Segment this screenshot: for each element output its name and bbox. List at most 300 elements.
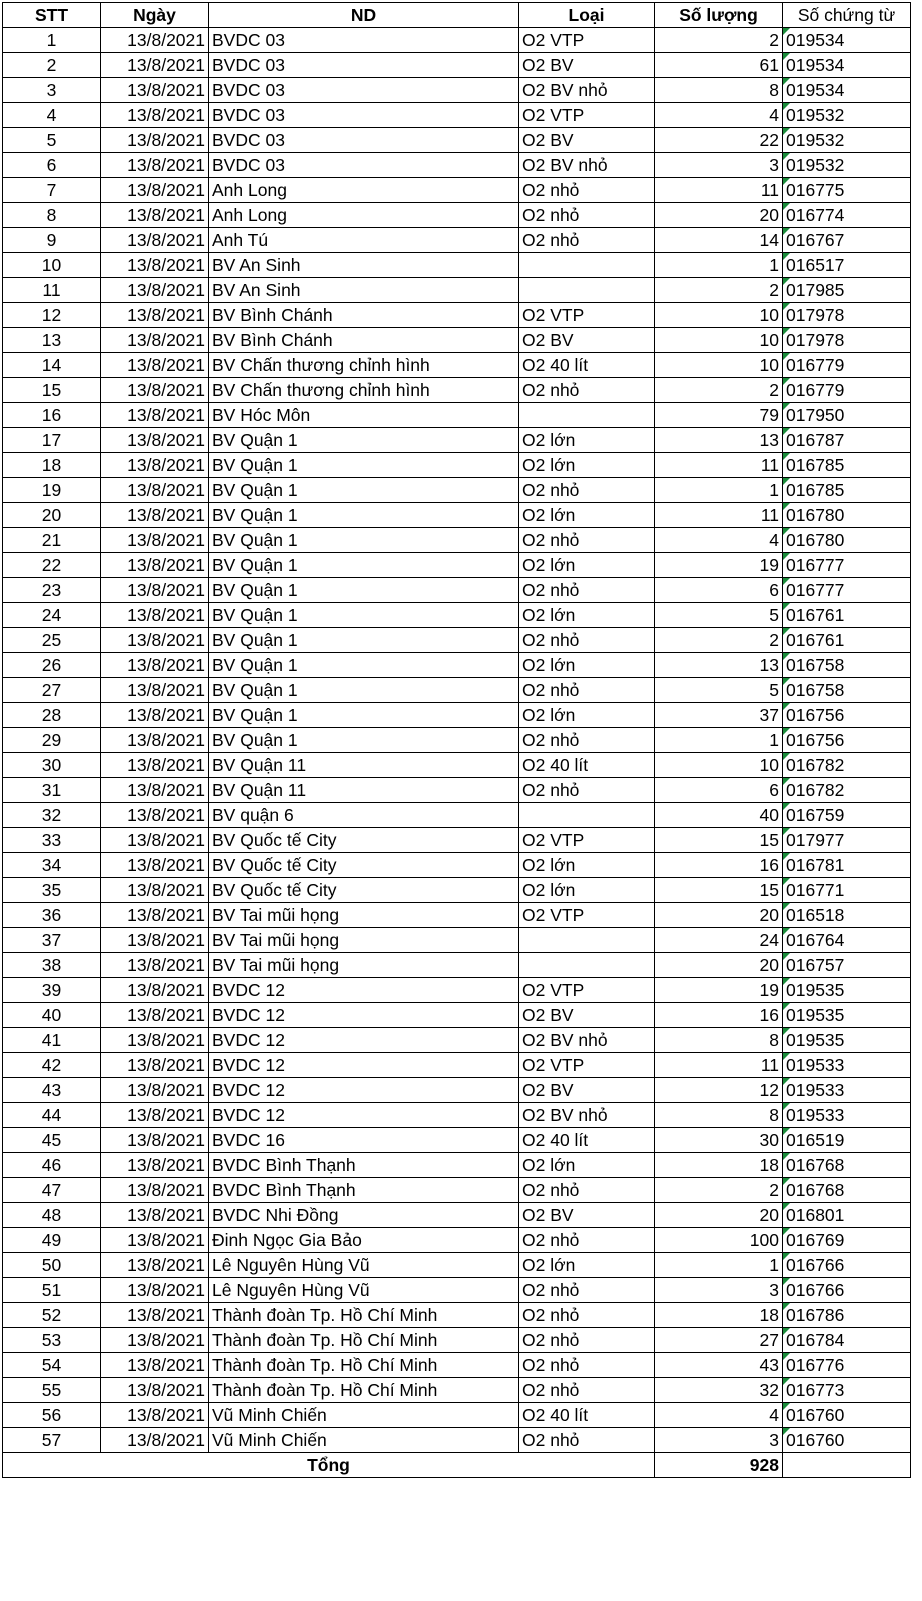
table-row [3,303,911,328]
total-so-luong: 928 [655,1453,783,1478]
cell-stt: 55 [3,1378,101,1403]
cell-nd: BV Tai mũi họng [209,953,519,978]
cell-loai: O2 nhỏ [519,1228,655,1253]
table-row [3,128,911,153]
cell-nd: BVDC 03 [209,28,519,53]
cell-ngay: 13/8/2021 [101,478,209,503]
cell-so-chung-tu-value: 016782 [786,755,845,775]
cell-so-chung-tu-value: 016519 [786,1130,845,1150]
cell-nd: Lê Nguyên Hùng Vũ [209,1278,519,1303]
total-label: Tổng [3,1453,655,1478]
text-number-indicator-icon [783,803,790,810]
cell-so-luong: 11 [655,1053,783,1078]
cell-so-chung-tu-value: 016775 [786,180,845,200]
text-number-indicator-icon [783,753,790,760]
text-number-indicator-icon [783,1078,790,1085]
cell-loai: O2 nhỏ [519,378,655,403]
cell-stt: 15 [3,378,101,403]
cell-loai: O2 nhỏ [519,203,655,228]
cell-nd: Vũ Minh Chiến [209,1403,519,1428]
table-row [3,28,911,53]
cell-so-chung-tu-value: 016777 [786,580,845,600]
text-number-indicator-icon [783,828,790,835]
cell-so-luong: 15 [655,878,783,903]
cell-loai: O2 nhỏ [519,778,655,803]
cell-so-luong: 8 [655,1028,783,1053]
cell-so-chung-tu [783,453,911,478]
text-number-indicator-icon [783,1228,790,1235]
cell-loai [519,803,655,828]
cell-loai: O2 BV nhỏ [519,153,655,178]
cell-ngay: 13/8/2021 [101,1428,209,1453]
cell-so-chung-tu [783,1253,911,1278]
cell-stt: 32 [3,803,101,828]
cell-so-luong: 19 [655,553,783,578]
cell-so-luong: 37 [655,703,783,728]
cell-ngay: 13/8/2021 [101,353,209,378]
cell-nd: Thành đoàn Tp. Hồ Chí Minh [209,1378,519,1403]
table-row [3,253,911,278]
table-row [3,203,911,228]
table-row [3,228,911,253]
cell-so-chung-tu [783,1178,911,1203]
cell-ngay: 13/8/2021 [101,103,209,128]
cell-so-chung-tu-value: 016758 [786,680,845,700]
cell-loai: O2 nhỏ [519,1353,655,1378]
cell-ngay: 13/8/2021 [101,803,209,828]
text-number-indicator-icon [783,378,790,385]
table-row [3,703,911,728]
cell-so-chung-tu-value: 019534 [786,80,845,100]
cell-so-luong: 20 [655,953,783,978]
cell-nd: BV Quận 1 [209,578,519,603]
cell-ngay: 13/8/2021 [101,328,209,353]
cell-nd: BV Tai mũi họng [209,903,519,928]
table-row [3,828,911,853]
cell-nd: BV Tai mũi họng [209,928,519,953]
cell-ngay: 13/8/2021 [101,53,209,78]
cell-loai: O2 VTP [519,103,655,128]
cell-so-luong: 4 [655,1403,783,1428]
cell-so-chung-tu [783,478,911,503]
cell-loai: O2 nhỏ [519,1303,655,1328]
cell-ngay: 13/8/2021 [101,828,209,853]
cell-so-luong: 100 [655,1228,783,1253]
cell-stt: 51 [3,1278,101,1303]
cell-loai: O2 VTP [519,903,655,928]
cell-so-chung-tu-value: 016518 [786,905,845,925]
cell-so-chung-tu-value: 016773 [786,1380,845,1400]
cell-so-chung-tu-value: 017978 [786,330,845,350]
cell-so-chung-tu-value: 016756 [786,730,845,750]
text-number-indicator-icon [783,428,790,435]
cell-nd: BV Hóc Môn [209,403,519,428]
cell-so-chung-tu [783,1003,911,1028]
cell-so-chung-tu [783,1403,911,1428]
cell-nd: Anh Long [209,203,519,228]
cell-nd: BVDC 03 [209,153,519,178]
table-row [3,1128,911,1153]
cell-ngay: 13/8/2021 [101,403,209,428]
cell-ngay: 13/8/2021 [101,253,209,278]
cell-nd: Thành đoàn Tp. Hồ Chí Minh [209,1303,519,1328]
table-row [3,1053,911,1078]
cell-ngay: 13/8/2021 [101,903,209,928]
cell-stt: 28 [3,703,101,728]
cell-so-luong: 4 [655,528,783,553]
text-number-indicator-icon [783,1378,790,1385]
cell-ngay: 13/8/2021 [101,203,209,228]
cell-stt: 11 [3,278,101,303]
cell-ngay: 13/8/2021 [101,753,209,778]
table-row [3,78,911,103]
cell-so-chung-tu [783,1153,911,1178]
cell-stt: 57 [3,1428,101,1453]
cell-stt: 20 [3,503,101,528]
cell-stt: 38 [3,953,101,978]
cell-so-luong: 5 [655,678,783,703]
cell-so-luong: 2 [655,628,783,653]
text-number-indicator-icon [783,178,790,185]
cell-so-luong: 11 [655,503,783,528]
cell-ngay: 13/8/2021 [101,1253,209,1278]
cell-ngay: 13/8/2021 [101,1278,209,1303]
cell-so-chung-tu [783,278,911,303]
text-number-indicator-icon [783,778,790,785]
cell-so-chung-tu-value: 016517 [786,255,845,275]
text-number-indicator-icon [783,603,790,610]
cell-ngay: 13/8/2021 [101,278,209,303]
cell-so-chung-tu [783,1278,911,1303]
text-number-indicator-icon [783,1403,790,1410]
cell-stt: 33 [3,828,101,853]
cell-loai: O2 nhỏ [519,178,655,203]
table-row [3,903,911,928]
cell-so-chung-tu [783,1303,911,1328]
cell-so-luong: 10 [655,328,783,353]
cell-ngay: 13/8/2021 [101,728,209,753]
cell-stt: 9 [3,228,101,253]
cell-loai: O2 nhỏ [519,578,655,603]
text-number-indicator-icon [783,303,790,310]
cell-so-luong: 6 [655,778,783,803]
cell-nd: BV Chấn thương chỉnh hình [209,353,519,378]
cell-so-luong: 4 [655,103,783,128]
cell-stt: 25 [3,628,101,653]
cell-so-chung-tu-value: 016801 [786,1205,845,1225]
cell-loai: O2 nhỏ [519,478,655,503]
table-row [3,1178,911,1203]
table-footer [3,1453,911,1478]
cell-loai: O2 40 lít [519,1128,655,1153]
cell-stt: 53 [3,1328,101,1353]
cell-so-chung-tu [783,578,911,603]
cell-so-chung-tu-value: 016784 [786,1330,845,1350]
cell-ngay: 13/8/2021 [101,228,209,253]
cell-loai: O2 nhỏ [519,728,655,753]
text-number-indicator-icon [783,403,790,410]
cell-so-luong: 22 [655,128,783,153]
cell-stt: 3 [3,78,101,103]
cell-stt: 2 [3,53,101,78]
table-row [3,1303,911,1328]
cell-so-chung-tu-value: 016767 [786,230,845,250]
text-number-indicator-icon [783,453,790,460]
cell-loai: O2 VTP [519,828,655,853]
text-number-indicator-icon [783,878,790,885]
cell-so-chung-tu-value: 016777 [786,555,845,575]
cell-so-chung-tu-value: 016787 [786,430,845,450]
cell-so-chung-tu [783,1328,911,1353]
cell-so-luong: 5 [655,603,783,628]
cell-so-chung-tu-value: 016774 [786,205,845,225]
text-number-indicator-icon [783,1178,790,1185]
cell-ngay: 13/8/2021 [101,1053,209,1078]
cell-nd: BV Quận 1 [209,678,519,703]
cell-nd: BV Quốc tế City [209,853,519,878]
cell-ngay: 13/8/2021 [101,1328,209,1353]
cell-ngay: 13/8/2021 [101,1103,209,1128]
text-number-indicator-icon [783,228,790,235]
cell-nd: Thành đoàn Tp. Hồ Chí Minh [209,1353,519,1378]
text-number-indicator-icon [783,203,790,210]
cell-so-chung-tu-value: 016760 [786,1430,845,1450]
cell-loai: O2 nhỏ [519,1428,655,1453]
cell-so-chung-tu [783,378,911,403]
cell-so-chung-tu [783,1103,911,1128]
cell-ngay: 13/8/2021 [101,453,209,478]
cell-so-chung-tu [783,928,911,953]
cell-so-chung-tu-value: 019534 [786,55,845,75]
cell-ngay: 13/8/2021 [101,28,209,53]
cell-so-luong: 19 [655,978,783,1003]
cell-so-chung-tu [783,703,911,728]
table-body [3,28,911,1453]
table-row [3,1353,911,1378]
cell-stt: 48 [3,1203,101,1228]
cell-loai: O2 lớn [519,603,655,628]
cell-loai: O2 nhỏ [519,528,655,553]
cell-so-chung-tu [783,1078,911,1103]
cell-so-luong: 1 [655,478,783,503]
cell-so-chung-tu [783,53,911,78]
table-row [3,178,911,203]
cell-loai: O2 lớn [519,428,655,453]
table-row [3,1428,911,1453]
cell-so-chung-tu-value: 017977 [786,830,845,850]
cell-stt: 39 [3,978,101,1003]
table-row [3,1228,911,1253]
text-number-indicator-icon [783,703,790,710]
cell-so-chung-tu [783,653,911,678]
cell-nd: BV Quận 1 [209,453,519,478]
table-row [3,578,911,603]
cell-loai: O2 VTP [519,978,655,1003]
cell-loai: O2 nhỏ [519,1328,655,1353]
cell-stt: 46 [3,1153,101,1178]
cell-ngay: 13/8/2021 [101,953,209,978]
cell-so-chung-tu [783,228,911,253]
cell-so-chung-tu-value: 019535 [786,1030,845,1050]
cell-ngay: 13/8/2021 [101,603,209,628]
cell-so-luong: 10 [655,303,783,328]
text-number-indicator-icon [783,1353,790,1360]
cell-nd: BVDC 12 [209,1003,519,1028]
table-row [3,1328,911,1353]
cell-so-luong: 8 [655,78,783,103]
cell-loai: O2 BV nhỏ [519,78,655,103]
cell-loai: O2 BV [519,1203,655,1228]
cell-stt: 36 [3,903,101,928]
cell-so-chung-tu [783,178,911,203]
cell-so-luong: 13 [655,653,783,678]
cell-so-chung-tu-value: 017985 [786,280,845,300]
table-row [3,653,911,678]
cell-loai [519,253,655,278]
cell-ngay: 13/8/2021 [101,528,209,553]
cell-so-chung-tu [783,1378,911,1403]
cell-so-chung-tu [783,128,911,153]
cell-loai: O2 40 lít [519,753,655,778]
cell-ngay: 13/8/2021 [101,1353,209,1378]
cell-stt: 37 [3,928,101,953]
cell-loai: O2 lớn [519,453,655,478]
cell-loai: O2 lớn [519,878,655,903]
cell-nd: BV Quốc tế City [209,828,519,853]
cell-so-chung-tu-value: 016780 [786,530,845,550]
cell-so-chung-tu [783,553,911,578]
cell-nd: BVDC 03 [209,53,519,78]
cell-nd: BVDC 03 [209,128,519,153]
cell-stt: 12 [3,303,101,328]
cell-so-chung-tu [783,78,911,103]
text-number-indicator-icon [783,353,790,360]
cell-loai: O2 BV [519,53,655,78]
cell-stt: 47 [3,1178,101,1203]
cell-stt: 31 [3,778,101,803]
text-number-indicator-icon [783,1328,790,1335]
total-so-chung-tu-empty [783,1453,911,1478]
cell-so-chung-tu [783,403,911,428]
cell-loai: O2 VTP [519,303,655,328]
text-number-indicator-icon [783,978,790,985]
cell-so-chung-tu-value: 016760 [786,1405,845,1425]
text-number-indicator-icon [783,528,790,535]
cell-stt: 44 [3,1103,101,1128]
cell-so-chung-tu [783,303,911,328]
cell-ngay: 13/8/2021 [101,303,209,328]
cell-so-luong: 18 [655,1153,783,1178]
cell-so-chung-tu [783,678,911,703]
cell-so-luong: 3 [655,1428,783,1453]
table-row [3,803,911,828]
cell-so-luong: 30 [655,1128,783,1153]
cell-so-chung-tu [783,353,911,378]
cell-so-chung-tu-value: 016776 [786,1355,845,1375]
cell-nd: BV Quận 11 [209,753,519,778]
cell-stt: 8 [3,203,101,228]
cell-nd: BV Bình Chánh [209,328,519,353]
text-number-indicator-icon [783,928,790,935]
cell-stt: 29 [3,728,101,753]
cell-so-chung-tu [783,853,911,878]
text-number-indicator-icon [783,678,790,685]
cell-nd: Đinh Ngọc Gia Bảo [209,1228,519,1253]
cell-ngay: 13/8/2021 [101,153,209,178]
cell-so-chung-tu-value: 016766 [786,1255,845,1275]
cell-ngay: 13/8/2021 [101,778,209,803]
cell-so-chung-tu [783,253,911,278]
cell-stt: 1 [3,28,101,53]
cell-nd: BV Quận 1 [209,553,519,578]
cell-stt: 30 [3,753,101,778]
text-number-indicator-icon [783,1103,790,1110]
cell-nd: Anh Long [209,178,519,203]
cell-so-chung-tu-value: 016761 [786,630,845,650]
cell-so-luong: 61 [655,53,783,78]
cell-so-chung-tu [783,328,911,353]
cell-loai: O2 lớn [519,853,655,878]
cell-so-chung-tu-value: 016782 [786,780,845,800]
cell-so-luong: 2 [655,1178,783,1203]
cell-so-chung-tu [783,1053,911,1078]
cell-nd: BVDC Bình Thạnh [209,1153,519,1178]
cell-ngay: 13/8/2021 [101,1403,209,1428]
cell-ngay: 13/8/2021 [101,703,209,728]
cell-nd: BV Quận 11 [209,778,519,803]
cell-nd: BV Quận 1 [209,728,519,753]
cell-so-chung-tu [783,1128,911,1153]
cell-nd: BV An Sinh [209,278,519,303]
cell-ngay: 13/8/2021 [101,128,209,153]
cell-ngay: 13/8/2021 [101,178,209,203]
cell-ngay: 13/8/2021 [101,653,209,678]
table-row [3,528,911,553]
cell-so-chung-tu-value: 019535 [786,1005,845,1025]
table-row [3,1028,911,1053]
table-row [3,353,911,378]
table-row [3,53,911,78]
text-number-indicator-icon [783,953,790,960]
cell-so-chung-tu [783,828,911,853]
cell-loai: O2 40 lít [519,353,655,378]
cell-so-luong: 40 [655,803,783,828]
cell-so-chung-tu [783,1428,911,1453]
cell-so-chung-tu [783,528,911,553]
table-row [3,753,911,778]
cell-so-chung-tu-value: 019532 [786,130,845,150]
cell-so-chung-tu-value: 016780 [786,505,845,525]
cell-nd: Lê Nguyên Hùng Vũ [209,1253,519,1278]
text-number-indicator-icon [783,1253,790,1260]
cell-so-chung-tu-value: 019535 [786,980,845,1000]
text-number-indicator-icon [783,1028,790,1035]
cell-nd: BVDC 03 [209,103,519,128]
cell-so-chung-tu-value: 019533 [786,1105,845,1125]
table-row [3,1278,911,1303]
cell-ngay: 13/8/2021 [101,853,209,878]
text-number-indicator-icon [783,1003,790,1010]
cell-so-chung-tu [783,903,911,928]
text-number-indicator-icon [783,1278,790,1285]
cell-so-chung-tu [783,978,911,1003]
cell-so-chung-tu-value: 016766 [786,1280,845,1300]
cell-ngay: 13/8/2021 [101,428,209,453]
cell-loai: O2 40 lít [519,1403,655,1428]
text-number-indicator-icon [783,53,790,60]
text-number-indicator-icon [783,253,790,260]
cell-ngay: 13/8/2021 [101,1003,209,1028]
